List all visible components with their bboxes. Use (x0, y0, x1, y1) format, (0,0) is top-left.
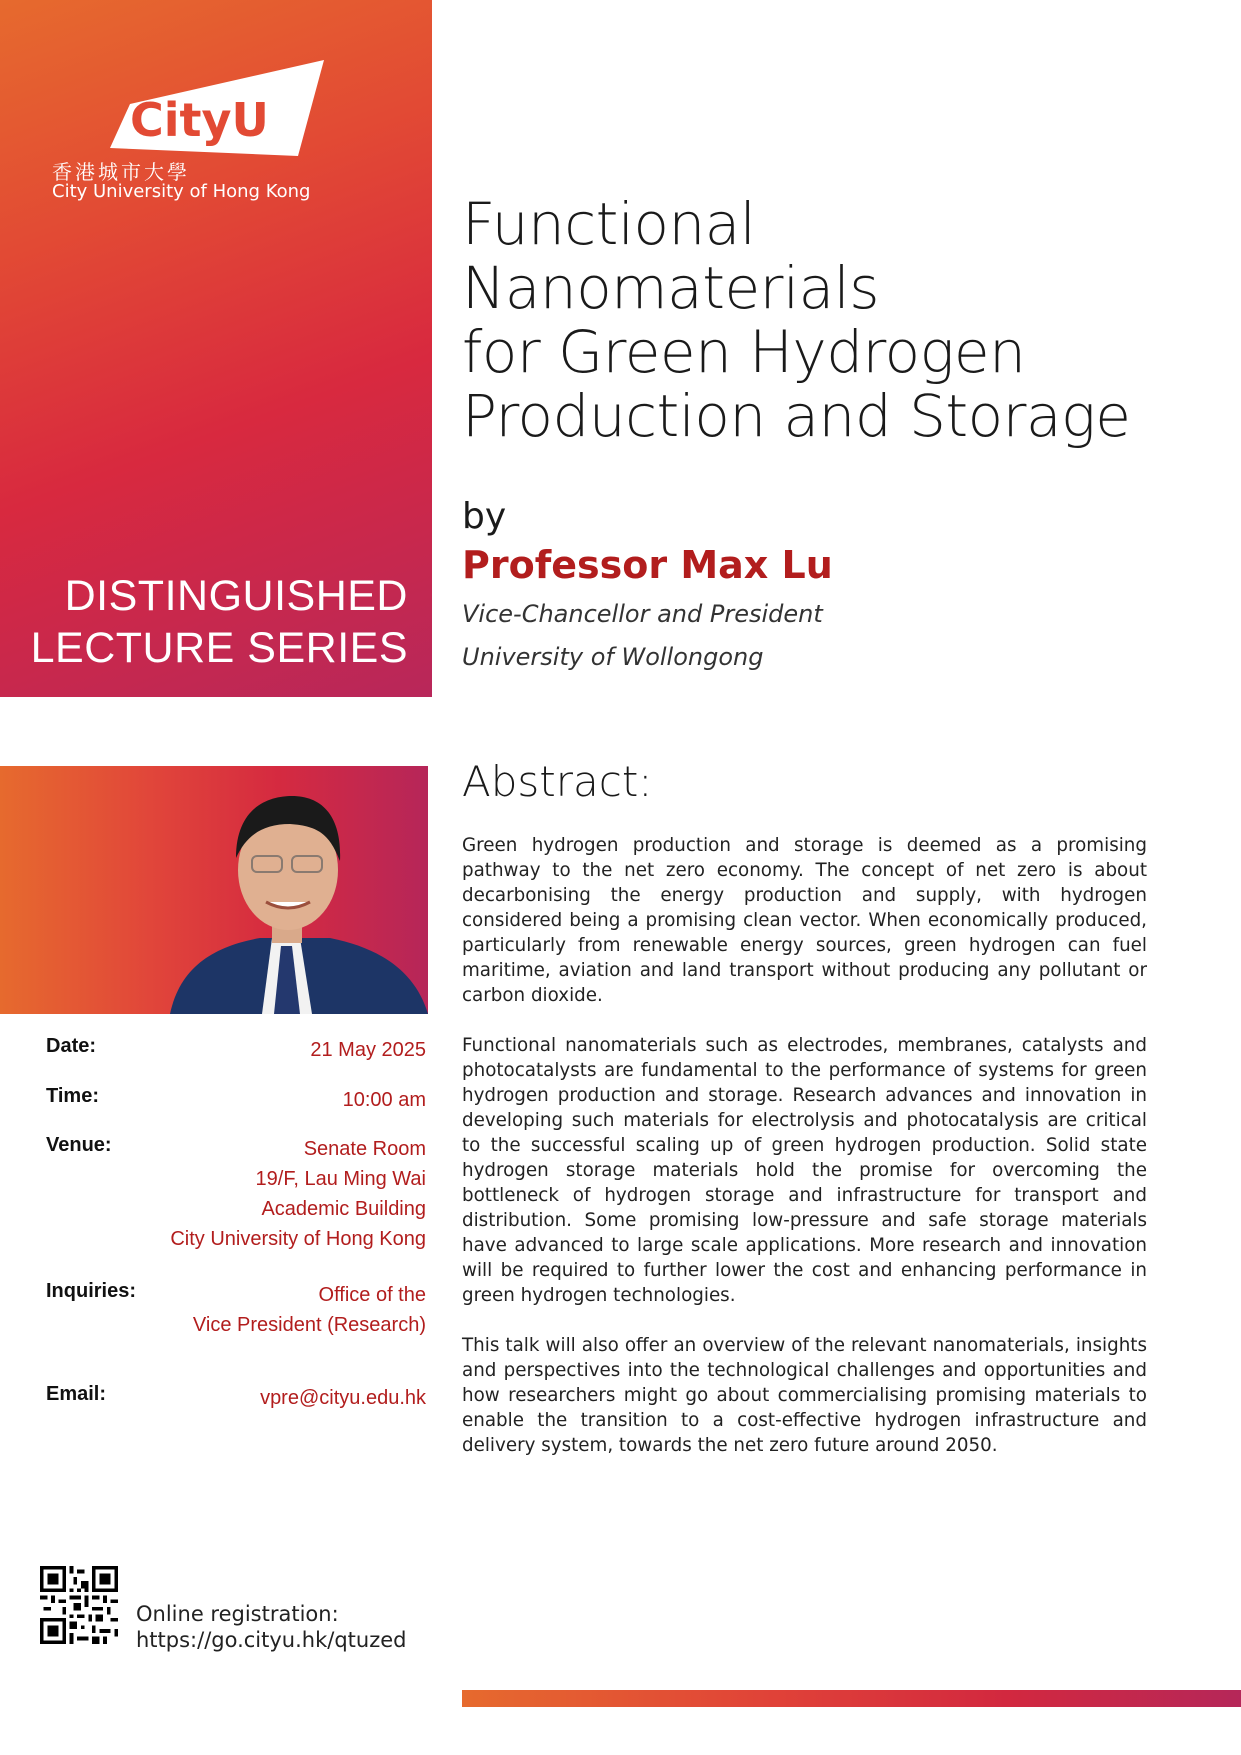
speaker-portrait-illustration (0, 766, 428, 1014)
venue-line-3: Academic Building (261, 1198, 426, 1220)
abstract-paragraph-3: This talk will also offer an overview of the relevant nanomaterials, insights and perspectives into the technological challenges and opportunities and how researchers might go about commercialising promising materials to enable the transition to a cost-effective hydrogen infrastructure and delivery system, towards the net zero future around 2050. (462, 1335, 1147, 1456)
title-line-1: Functional (462, 190, 756, 258)
venue-line-2: 19/F, Lau Ming Wai (255, 1168, 426, 1190)
registration-url-link[interactable]: https://go.cityu.hk/qtuzed (136, 1628, 407, 1652)
abstract-heading: Abstract: (462, 757, 653, 806)
speaker-role: Vice-Chancellor and President (462, 600, 823, 628)
abstract-paragraph-2: Functional nanomaterials such as electrodes, membranes, catalysts and photocatalysts are fundamental to the performance of systems for green hydrogen production and storage. Research advances and innovation in developing such materials for electrolysis and photocatalysis are critical to the successful scaling up of green hydrogen production. Solid state hydrogen storage materials hold the promise for overcoming the bottleneck of hydrogen storage and infrastructure for transport and distribution. Some promising low-pressure and safe storage materials have advanced to large scale applications. More research and innovation will be required to further lower the cost and enhancing performance in green hydrogen technologies. (462, 1035, 1147, 1306)
footer-gradient-bar (462, 1690, 1241, 1707)
by-label: by (462, 496, 507, 537)
venue-value (170, 1134, 426, 1254)
series-line-1: DISTINGUISHED (64, 572, 408, 620)
logo-english-name: City University of Hong Kong (52, 181, 311, 202)
email-link[interactable]: vpre@cityu.edu.hk (260, 1387, 426, 1409)
date-label: Date: (46, 1035, 97, 1057)
series-title (31, 570, 408, 674)
registration-label: Online registration: (136, 1602, 339, 1626)
date-value: 21 May 2025 (310, 1039, 426, 1061)
registration-qr-code[interactable] (40, 1566, 118, 1644)
venue-line-4: City University of Hong Kong (170, 1228, 426, 1250)
time-label: Time: (46, 1085, 99, 1107)
hero-banner (0, 0, 432, 697)
inquiries-line-2: Vice President (Research) (192, 1314, 426, 1336)
abstract-paragraph-1: Green hydrogen production and storage is deemed as a promising pathway to the net zero economy. The concept of net zero is about decarbonising the energy production and supply, with hydrogen considered being a promising clean vector. When economically produced, particularly from renewable energy sources, green hydrogen can fuel maritime, aviation and land transport without producing any pollutant or carbon dioxide. (462, 835, 1147, 1006)
time-value: 10:00 am (342, 1089, 426, 1111)
inquiries-line-1: Office of the (318, 1284, 426, 1306)
title-line-4: Production and Storage (462, 382, 1131, 450)
speaker-institution: University of Wollongong (462, 643, 764, 671)
logo-chinese-name: 香港城市大學 (52, 160, 190, 184)
svg-text:CityU: CityU (130, 93, 269, 147)
title-line-2: Nanomaterials (462, 254, 879, 322)
title-line-3: for Green Hydrogen (462, 318, 1026, 386)
inquiries-value (193, 1280, 426, 1340)
email-label: Email: (46, 1383, 107, 1405)
venue-line-1: Senate Room (303, 1138, 426, 1160)
lecture-title (462, 192, 1212, 448)
speaker-photo (0, 766, 428, 1014)
inquiries-label: Inquiries: (46, 1280, 137, 1302)
venue-label: Venue: (46, 1134, 112, 1156)
abstract-body (462, 833, 1147, 1483)
series-line-2: LECTURE SERIES (30, 624, 408, 672)
speaker-name: Professor Max Lu (462, 543, 833, 587)
